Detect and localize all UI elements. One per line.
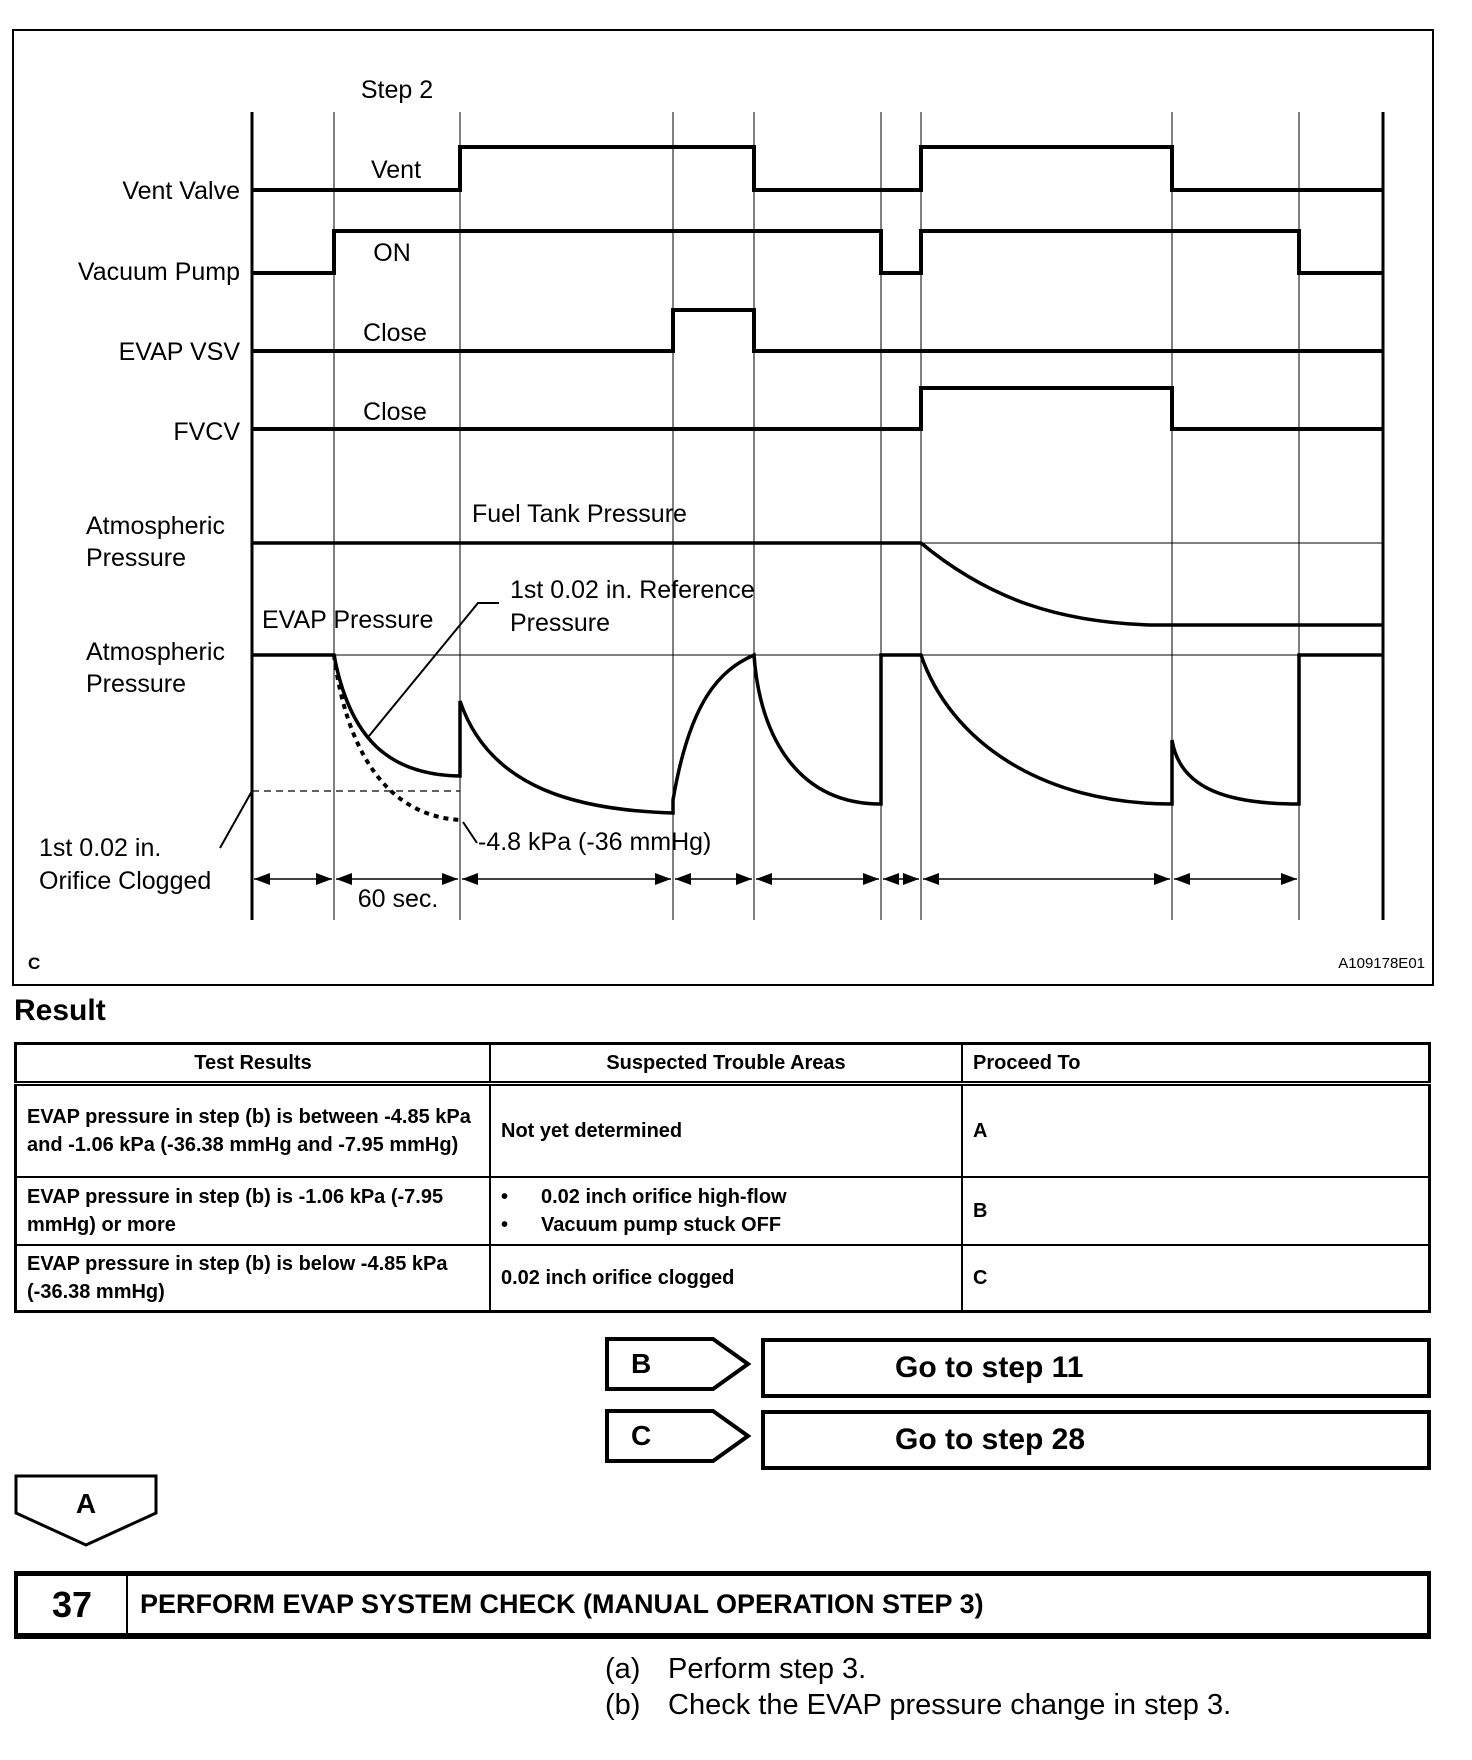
test-result-cell: EVAP pressure in step (b) is between -4.85 kPa and -1.06 kPa (-36.38 mmHg and -7.95 mmHg) [16,1084,491,1178]
duration-arrow [462,873,671,885]
nav-b-tag[interactable] [607,1339,748,1389]
nav-a-tag[interactable] [16,1476,156,1545]
duration-arrow [675,873,752,885]
atm-pressure-label-1b: Pressure [86,544,187,572]
instruction-item [605,1689,1231,1722]
table-row [16,1177,1430,1245]
vacuum-pump-signal [252,231,1383,273]
nav-c-tag[interactable] [607,1411,748,1461]
figure-id: A109178E01 [1338,955,1425,972]
evap-pressure-label: EVAP Pressure [262,606,434,634]
vent-valve-label: Vent Valve [122,177,240,205]
instruction-text: Check the EVAP pressure change in step 3. [668,1689,1232,1721]
trouble-area-item: • Vacuum pump stuck OFF [501,1211,951,1239]
orifice-leader-line [220,791,252,848]
fvcv-label: FVCV [173,418,240,446]
table-row [16,1084,1430,1178]
nav-b-letter: B [631,1348,652,1379]
proceed-cell: A [962,1084,1430,1178]
header-test-results: Test Results [16,1044,491,1084]
nav-a-letter: A [75,1488,97,1519]
go-to-step-28-link[interactable]: Go to step 28 [761,1410,1431,1470]
trouble-area-item: • 0.02 inch orifice high-flow [501,1183,951,1211]
duration-arrow [756,873,879,885]
step-title: PERFORM EVAP SYSTEM CHECK (MANUAL OPERATION STEP 3) [140,1589,984,1619]
test-result-cell: EVAP pressure in step (b) is -1.06 kPa (-7.95 mmHg) or more [16,1177,491,1245]
header-proceed-to: Proceed To [962,1044,1430,1084]
atm-pressure-label-1a: Atmospheric [86,512,225,540]
vent-valve-signal [252,147,1383,190]
fvcv-close-label: Close [363,398,427,426]
orifice-label-a: 1st 0.02 in. [39,834,162,862]
duration-label: 60 sec. [357,885,439,913]
proceed-cell: B [962,1177,1430,1245]
evap-vsv-label: EVAP VSV [118,338,240,366]
threshold-leader-line [463,822,477,843]
vsv-close-label: Close [363,319,427,347]
duration-arrow [254,873,332,885]
threshold-label: -4.8 kPa (-36 mmHg) [478,828,712,856]
evap-pressure-curve [252,655,1383,813]
step-label: Step 2 [360,76,434,104]
on-state-label: ON [373,239,411,267]
table-row [16,1245,1430,1312]
fuel-tank-pressure-label: Fuel Tank Pressure [472,500,687,528]
nav-c-letter: C [631,1420,652,1451]
trouble-area-cell: 0.02 inch orifice clogged [490,1245,962,1312]
step-header [14,1571,1431,1639]
reference-label-b: Pressure [510,609,611,637]
duration-arrow [336,873,458,885]
results-table [14,1042,1431,1313]
vacuum-pump-label: Vacuum Pump [77,258,240,286]
orifice-clogged-dotted-curve [334,655,460,820]
step-number: 37 [18,1576,128,1633]
instruction-item [605,1653,866,1686]
trouble-area-cell [490,1177,962,1245]
duration-arrow [923,873,1170,885]
duration-arrow [1174,873,1297,885]
corner-letter: C [28,954,41,973]
orifice-label-b: Orifice Clogged [39,867,212,895]
header-suspected-areas: Suspected Trouble Areas [490,1044,962,1084]
go-to-step-11-link[interactable]: Go to step 11 [761,1338,1431,1398]
duration-arrow [883,873,919,885]
instruction-tag: (a) [605,1653,641,1685]
duration-arrows [254,873,1297,885]
atm-pressure-label-2b: Pressure [86,670,187,698]
result-heading: Result [14,994,106,1027]
reference-label-a: 1st 0.02 in. Reference [510,576,755,604]
vent-state-label: Vent [370,156,422,184]
proceed-cell: C [962,1245,1430,1312]
test-result-cell: EVAP pressure in step (b) is below -4.85 kPa (-36.38 mmHg) [16,1245,491,1312]
trouble-area-cell: Not yet determined [490,1084,962,1178]
diagram-frame [13,30,1433,985]
instruction-text: Perform step 3. [668,1653,867,1685]
atm-pressure-label-2a: Atmospheric [86,638,225,666]
instruction-tag: (b) [605,1689,641,1721]
table-header-row [16,1044,1430,1084]
